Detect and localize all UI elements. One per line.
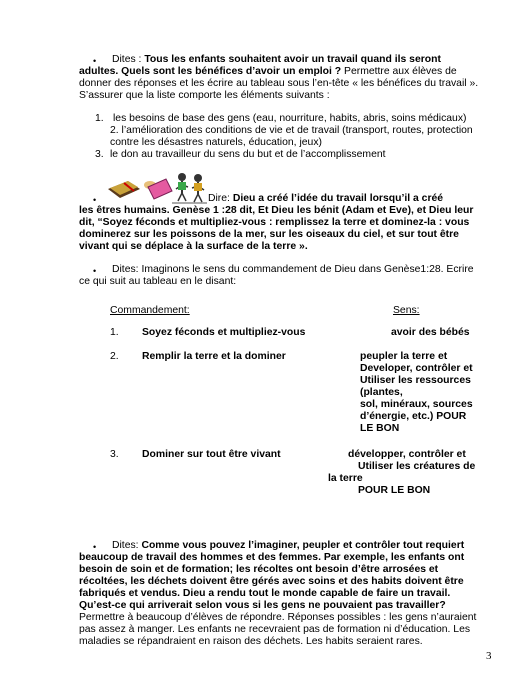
- dites-label: Dites:: [112, 540, 142, 551]
- row-sens: Developer, contrôler et: [360, 363, 473, 374]
- p3-line2: ce qui suit au tableau en le disant:: [79, 276, 237, 287]
- row-sens: LE BON: [360, 423, 400, 434]
- p4-line1: Dites: Comme vous pouvez l’imaginer, peupler et contrôler tout requiert: [112, 540, 465, 551]
- bible-and-children-icon: [106, 167, 208, 205]
- p3-line1: Dites: Imaginons le sens du commandement de Dieu dans Genèse1:28. Ecrire: [112, 264, 474, 275]
- row-sens: Utiliser les ressources: [360, 375, 471, 386]
- list-item: contre les désastres naturels, éducation, jeux): [110, 137, 322, 148]
- p4-line9: maladies se répandraient en raison des déchets. Les habits seraient rares.: [79, 636, 423, 647]
- row-sens: développer, contrôler et: [348, 449, 466, 460]
- dites-label: Dites :: [112, 54, 145, 65]
- list-item: 2. l’amélioration des conditions de vie et de travail (transport, routes, protection: [110, 125, 473, 136]
- row-num: 3.: [110, 449, 119, 460]
- list-num: 3.: [95, 149, 104, 160]
- row-num: 2.: [110, 351, 119, 362]
- bullet: •: [93, 542, 97, 552]
- row-sens: sol, minéraux, sources: [360, 399, 473, 410]
- row-commandement: Soyez féconds et multipliez-vous: [142, 327, 306, 338]
- p4-line4: récoltées, les déchets doivent être gérés avec soins et des habits doivent être: [79, 576, 464, 587]
- row-sens: avoir des bébés: [391, 327, 470, 338]
- row-commandement: Dominer sur tout être vivant: [142, 449, 281, 460]
- bullet: •: [93, 56, 97, 66]
- p1-line2: adultes. Quels sont les bénéfices d’avoir un emploi ? Permettre aux élèves de: [79, 66, 457, 77]
- p4-line6: Qu’est-ce qui arriverait selon vous si les gens ne pouvaient pas travailler?: [79, 600, 446, 611]
- p4-line7: Permettre à beaucoup d’élèves de répondre. Réponses possibles : les gens n’auraient: [79, 612, 477, 623]
- p2-line3: dit, “Soyez féconds et multipliez-vous : remplissez la terre et dominez-la : vous: [79, 217, 470, 228]
- p1-question: Tous les enfants souhaitent avoir un travail quand ils seront: [144, 54, 441, 65]
- row-sens: peupler la terre et: [360, 351, 448, 362]
- table-header-sens: Sens:: [393, 305, 420, 316]
- p4-line5: fabriqués et vendus. Dieu a rendu tout le monde capable de faire un travail.: [79, 588, 451, 599]
- list-item: le don au travailleur du sens du but et de l’accomplissement: [110, 149, 386, 160]
- dire-label: Dire:: [208, 193, 233, 204]
- p1-line1: [112, 54, 441, 66]
- p1-line3: donner des réponses et les écrire au tableau sous l’en-tête « les bénéfices du travail ».: [79, 78, 479, 89]
- list-num: 1.: [95, 113, 104, 124]
- p2-line2: les êtres humains. Genèse 1 :28 dit, Et Dieu les bénit (Adam et Eve), et Dieu leur: [79, 205, 474, 216]
- p2-line4: dominerez sur les poissons de la mer, sur les oiseaux du ciel, et sur tout être: [79, 229, 459, 240]
- p1-line4: S’assurer que la liste comporte les éléments suivants :: [79, 90, 330, 101]
- list-item: les besoins de base des gens (eau, nourriture, habits, abris, soins médicaux): [113, 113, 467, 124]
- row-sens: la terre: [328, 473, 363, 484]
- p2-line5: vivant qui se déplace à la surface de la terre ».: [79, 241, 308, 252]
- bullet: •: [93, 195, 97, 205]
- row-sens: (plantes,: [360, 387, 403, 398]
- row-sens: Utiliser les créatures de: [358, 461, 476, 472]
- p4-line8: pas assez à manger. Les enfants ne recevraient pas de formation ni d’éducation. Les: [79, 624, 471, 635]
- row-sens: d’énergie, etc.) POUR: [360, 411, 467, 422]
- row-commandement: Remplir la terre et la dominer: [142, 351, 286, 362]
- row-sens: POUR LE BON: [358, 485, 431, 496]
- p1-question-cont: adultes. Quels sont les bénéfices d’avoir un emploi ?: [79, 66, 342, 77]
- row-num: 1.: [110, 327, 119, 338]
- bullet: •: [93, 266, 97, 276]
- p4-line3: besoin de soin et de formation; les récoltes ont besoin d’être arrosées et: [79, 564, 439, 575]
- page-number: 3: [486, 650, 492, 662]
- p4-line2: beaucoup de travail des hommes et des femmes. Par exemple, les enfants ont: [79, 552, 465, 563]
- p2-line1: Dire: Dieu a créé l’idée du travail lorsqu’il a créé: [208, 193, 444, 204]
- table-header-commandement: Commandement:: [110, 305, 190, 316]
